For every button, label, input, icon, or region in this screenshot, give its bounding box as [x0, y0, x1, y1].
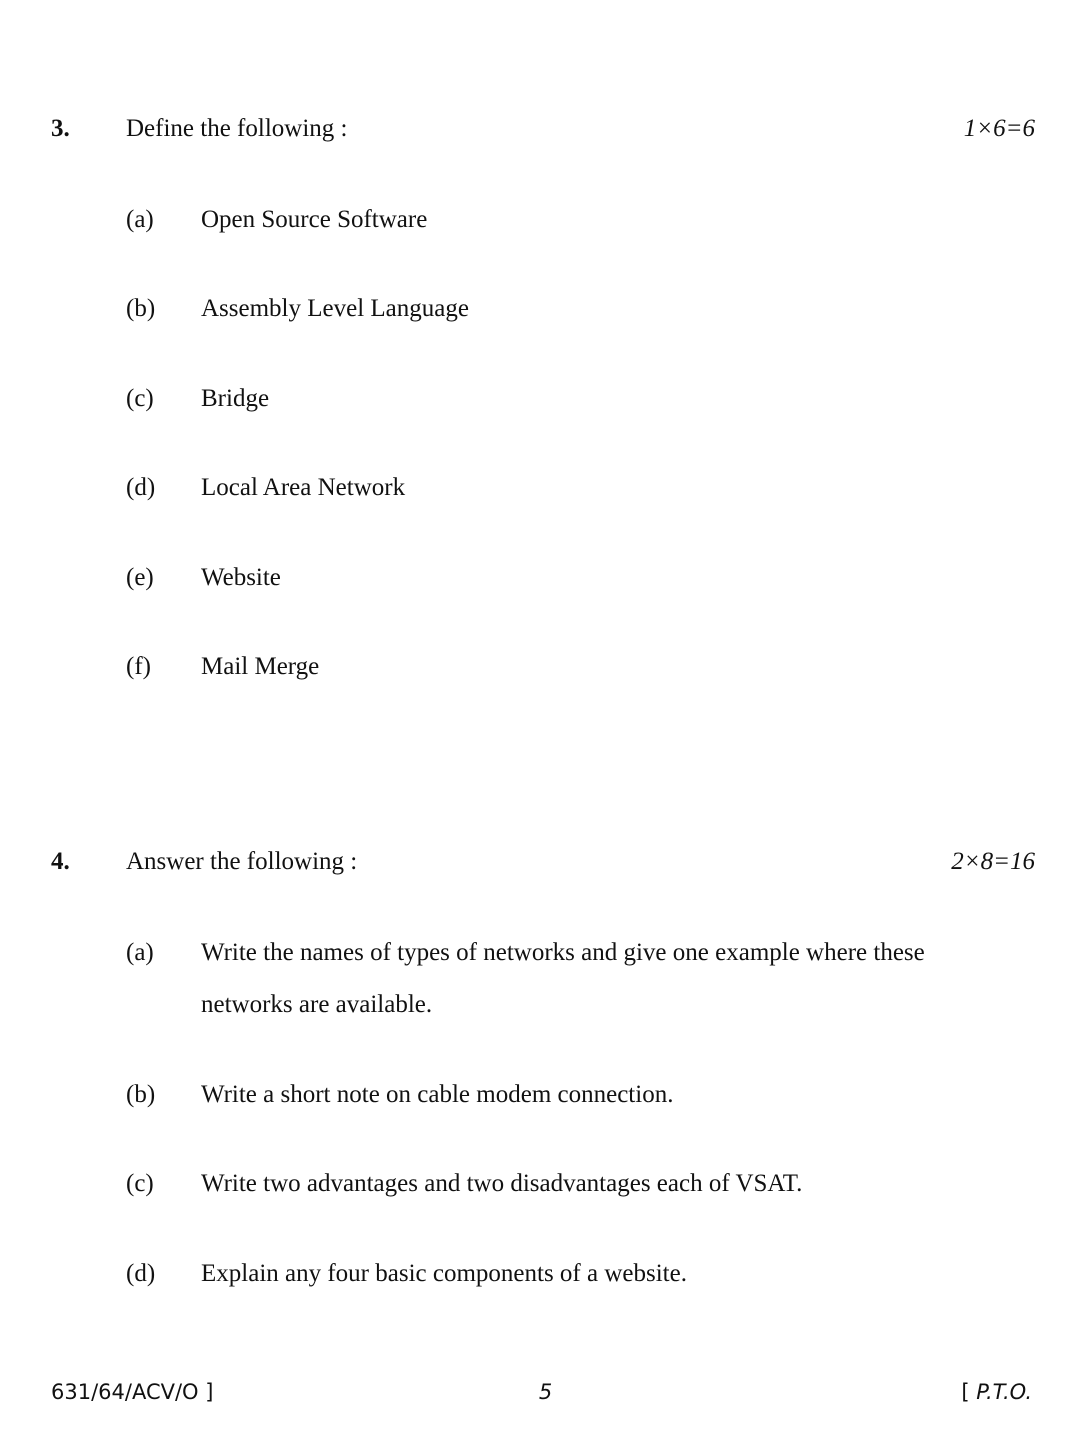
item-label: (f) [126, 653, 151, 680]
item-label: (b) [126, 295, 156, 322]
item-label: (e) [126, 564, 154, 591]
question-marks: 1×6=6 [963, 115, 1035, 142]
question-number: 4. [51, 848, 70, 875]
question-number: 3. [51, 115, 70, 142]
item-text: Assembly Level Language [201, 295, 469, 322]
item-text: Explain any four basic components of a website. [201, 1260, 687, 1287]
item-text: Write two advantages and two disadvantages each of VSAT. [201, 1170, 803, 1197]
item-text: Write a short note on cable modem connection. [201, 1081, 674, 1108]
item-text: Write the names of types of networks and give one example where these networks are available. [201, 939, 925, 1018]
item-label: (c) [126, 1170, 154, 1197]
paper-code: 631/64/ACV/O ] [51, 1380, 214, 1404]
question-text: Answer the following : [126, 848, 358, 875]
item-text: Open Source Software [201, 206, 428, 233]
item-label: (a) [126, 206, 154, 233]
item-text: Website [201, 564, 281, 591]
item-label: (a) [126, 939, 154, 966]
item-label: (c) [126, 385, 154, 412]
question-marks: 2×8=16 [951, 848, 1035, 875]
question-3-header [0, 109, 1091, 149]
pto-note [961, 1372, 1032, 1412]
item-label: (d) [126, 1260, 156, 1287]
page-number: 5 [538, 1380, 553, 1404]
item-label: (b) [126, 1081, 156, 1108]
pto-bracket: [ [961, 1380, 977, 1404]
question-4-header [0, 842, 1091, 882]
item-text: Local Area Network [201, 474, 406, 501]
item-text: Bridge [201, 385, 270, 412]
item-text: Mail Merge [201, 653, 320, 680]
page-footer [0, 1372, 1091, 1412]
item-label: (d) [126, 474, 156, 501]
pto-text: P.T.O. [976, 1380, 1032, 1404]
question-text: Define the following : [126, 115, 348, 142]
